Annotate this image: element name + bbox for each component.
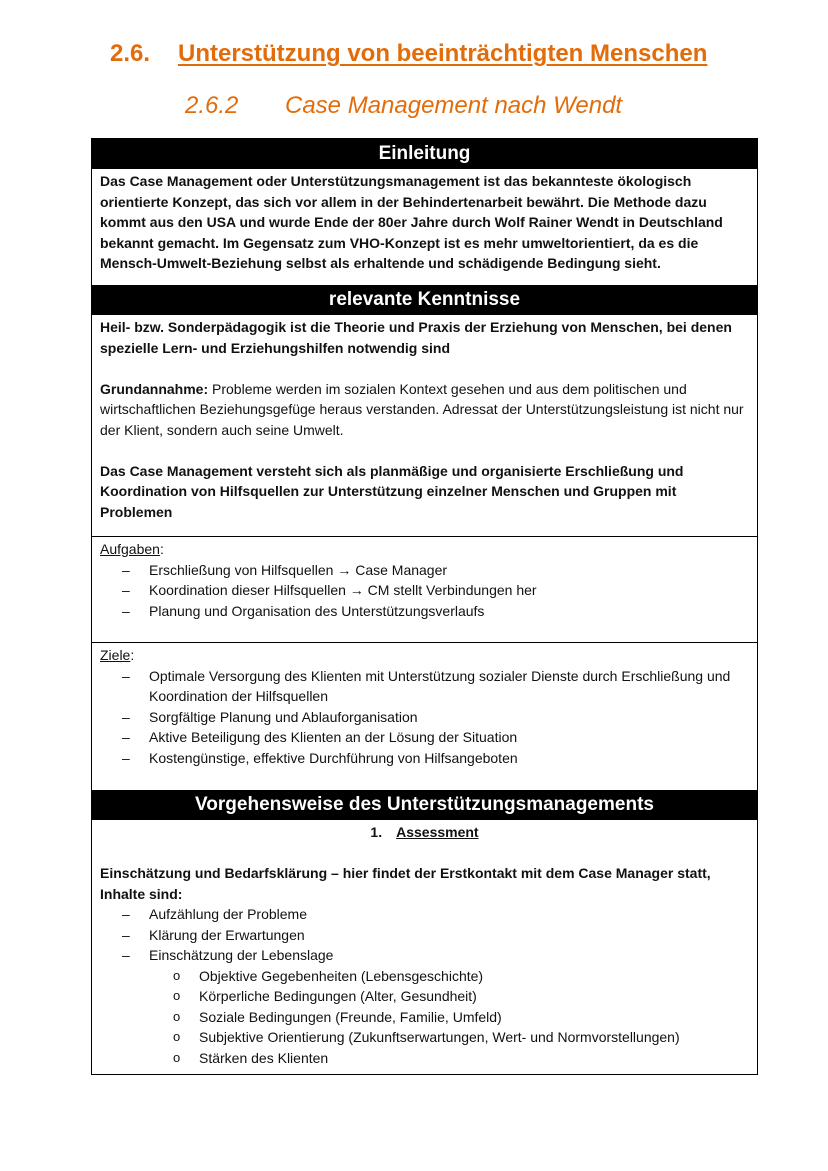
list-item: – Einschätzung der Lebenslage: [122, 945, 749, 966]
list-item: – Sorgfältige Planung und Ablauforganisation: [122, 707, 749, 728]
section-heading: [110, 40, 790, 68]
lebenslage-sublist: [100, 966, 749, 1069]
list-item: – Erschließung von Hilfsquellen → Case Manager: [122, 560, 749, 581]
subsection-number: 2.6.2: [185, 92, 239, 119]
list-item: – Kostengünstige, effektive Durchführung von Hilfsangeboten: [122, 748, 749, 769]
sub-list-item: o Subjektive Orientierung (Zukunftserwartungen, Wert- und Normvorstellungen): [173, 1027, 749, 1048]
assessment-intro: Einschätzung und Bedarfsklärung – hier findet der Erstkontakt mit dem Case Manager statt, Inhalte sind:: [100, 865, 711, 902]
sub-list-item: o Stärken des Klienten: [173, 1048, 749, 1069]
section-title: Unterstützung von beeinträchtigten Menschen: [178, 40, 708, 67]
ziele-section: [92, 642, 757, 790]
grundannahme-text: Probleme werden im sozialen Kontext gesehen und aus dem politischen und wirtschaftlichen Beziehungsgefüge heraus verstanden. Adressat der Unterstützungsleistung ist nicht nur der Klient, sondern auch seine Umwelt.: [100, 380, 744, 438]
sub-list-item: o Soziale Bedingungen (Freunde, Familie, Umfeld): [173, 1007, 749, 1028]
kenntnisse-para-1: Heil- bzw. Sonderpädagogik ist die Theorie und Praxis der Erziehung von Menschen, bei denen spezielle Lern- und Erziehungshilfen notwendig sind: [100, 319, 732, 356]
ziele-colon: :: [130, 647, 135, 663]
list-item: – Planung und Organisation des Unterstützungsverlaufs: [122, 601, 749, 622]
einleitung-header: Einleitung: [92, 139, 757, 169]
kenntnisse-para-2: [100, 379, 749, 441]
list-item: – Optimale Versorgung des Klienten mit Unterstützung sozialer Dienste durch Erschließung und Koordination der Hilfsquellen: [122, 666, 749, 707]
aufgaben-label: Aufgaben: [100, 541, 160, 557]
ziele-list: [100, 666, 749, 769]
list-item: – Koordination dieser Hilfsquellen → CM stellt Verbindungen her: [122, 580, 749, 601]
step-number: 1.: [370, 824, 383, 840]
ziele-heading: [100, 645, 749, 666]
vorgehensweise-header: Vorgehensweise des Unterstützungsmanagements: [92, 790, 757, 820]
aufgaben-heading: [100, 539, 749, 560]
kenntnisse-para-3: Das Case Management versteht sich als planmäßige und organisierte Erschließung und Koordination von Hilfsquellen zur Unterstützung einzelner Menschen und Gruppen mit Problemen: [100, 462, 684, 520]
einleitung-text: Das Case Management oder Unterstützungsmanagement ist das bekannteste ökologisch orientierte Konzept, das sich vor allem in der Behindertenarbeit bewährt. Die Methode dazu kommt aus den USA und wurde Ende der 80er Jahre durch Wolf Rainer Wendt in Deutschland bekannt gemacht. Im Gegensatz zum VHO-Konzept ist es mehr umweltorientiert, da es die Mensch-Umwelt-Beziehung selbst als erhaltende und schädigende Bedingung sieht.: [100, 173, 723, 271]
aufgaben-section: [92, 536, 757, 642]
content-table: [91, 138, 758, 1075]
sub-list-item: o Körperliche Bedingungen (Alter, Gesundheit): [173, 986, 749, 1007]
step-heading: [100, 822, 749, 843]
assessment-list: [100, 904, 749, 966]
list-item: – Aktive Beteiligung des Klienten an der Lösung der Situation: [122, 727, 749, 748]
section-number: 2.6.: [110, 40, 151, 67]
vorgehensweise-section: [92, 820, 757, 1068]
grundannahme-label: Grundannahme:: [100, 380, 209, 397]
list-item: – Aufzählung der Probleme: [122, 904, 749, 925]
subsection-title: Case Management nach Wendt: [285, 92, 623, 119]
einleitung-section: [92, 169, 757, 285]
aufgaben-colon: :: [159, 541, 164, 557]
subsection-heading: [185, 92, 622, 120]
kenntnisse-header: relevante Kenntnisse: [92, 285, 757, 315]
sub-list-item: o Objektive Gegebenheiten (Lebensgeschichte): [173, 966, 749, 987]
kenntnisse-section: [92, 315, 757, 536]
list-item: – Klärung der Erwartungen: [122, 925, 749, 946]
step-title: Assessment: [396, 824, 479, 840]
ziele-label: Ziele: [100, 647, 131, 663]
aufgaben-list: [100, 560, 749, 622]
